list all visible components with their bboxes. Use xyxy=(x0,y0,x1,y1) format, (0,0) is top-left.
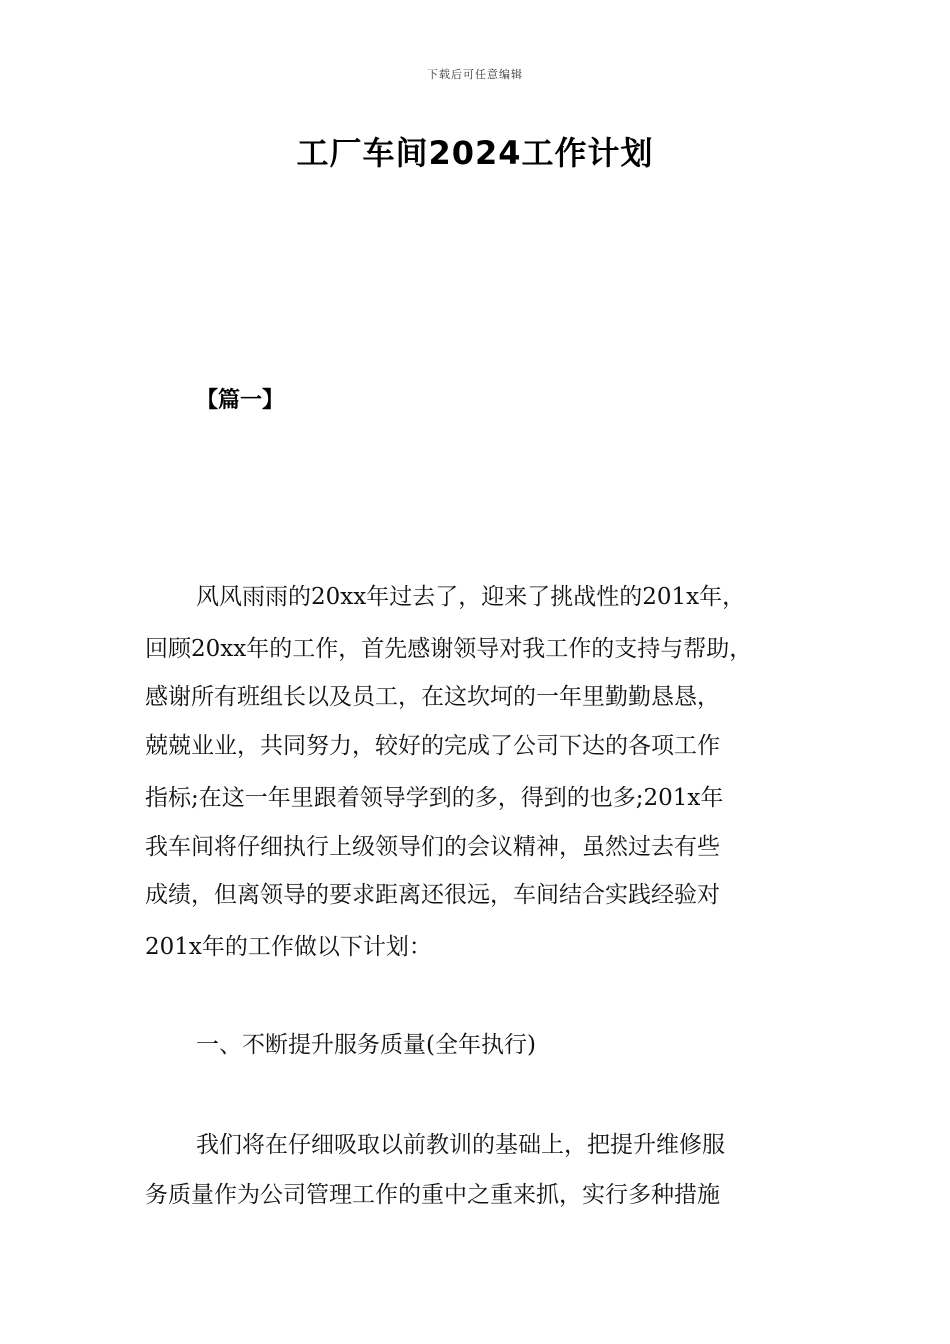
paragraph-line: 务质量作为公司管理工作的重中之重来抓，实行多种措施 xyxy=(145,1182,720,1208)
paragraph-line: 兢兢业业，共同努力，较好的完成了公司下达的各项工作 xyxy=(145,733,720,759)
paragraph-line: 风风雨雨的20xx年过去了，迎来了挑战性的201x年， xyxy=(196,584,746,610)
paragraph-line: 回顾20xx年的工作，首先感谢领导对我工作的支持与帮助， xyxy=(145,636,753,662)
paragraph-line: 指标;在这一年里跟着领导学到的多，得到的也多;201x年 xyxy=(145,785,724,811)
section-label: 【篇一】 xyxy=(196,388,285,413)
paragraph-line: 我车间将仔细执行上级领导们的会议精神，虽然过去有些 xyxy=(145,834,720,860)
paragraph-line: 成绩，但离领导的要求距离还很远，车间结合实践经验对 xyxy=(145,882,720,908)
header-note: 下载后可任意编辑 xyxy=(427,68,523,81)
paragraph-line: 感谢所有班组长以及员工，在这坎坷的一年里勤勤恳恳， xyxy=(145,684,720,710)
paragraph-line: 我们将在仔细吸取以前教训的基础上，把提升维修服 xyxy=(196,1132,725,1158)
section-heading: 一、不断提升服务质量(全年执行) xyxy=(196,1032,536,1058)
page-title: 工厂车间2024工作计划 xyxy=(296,134,654,172)
paragraph-line: 201x年的工作做以下计划： xyxy=(145,934,432,960)
